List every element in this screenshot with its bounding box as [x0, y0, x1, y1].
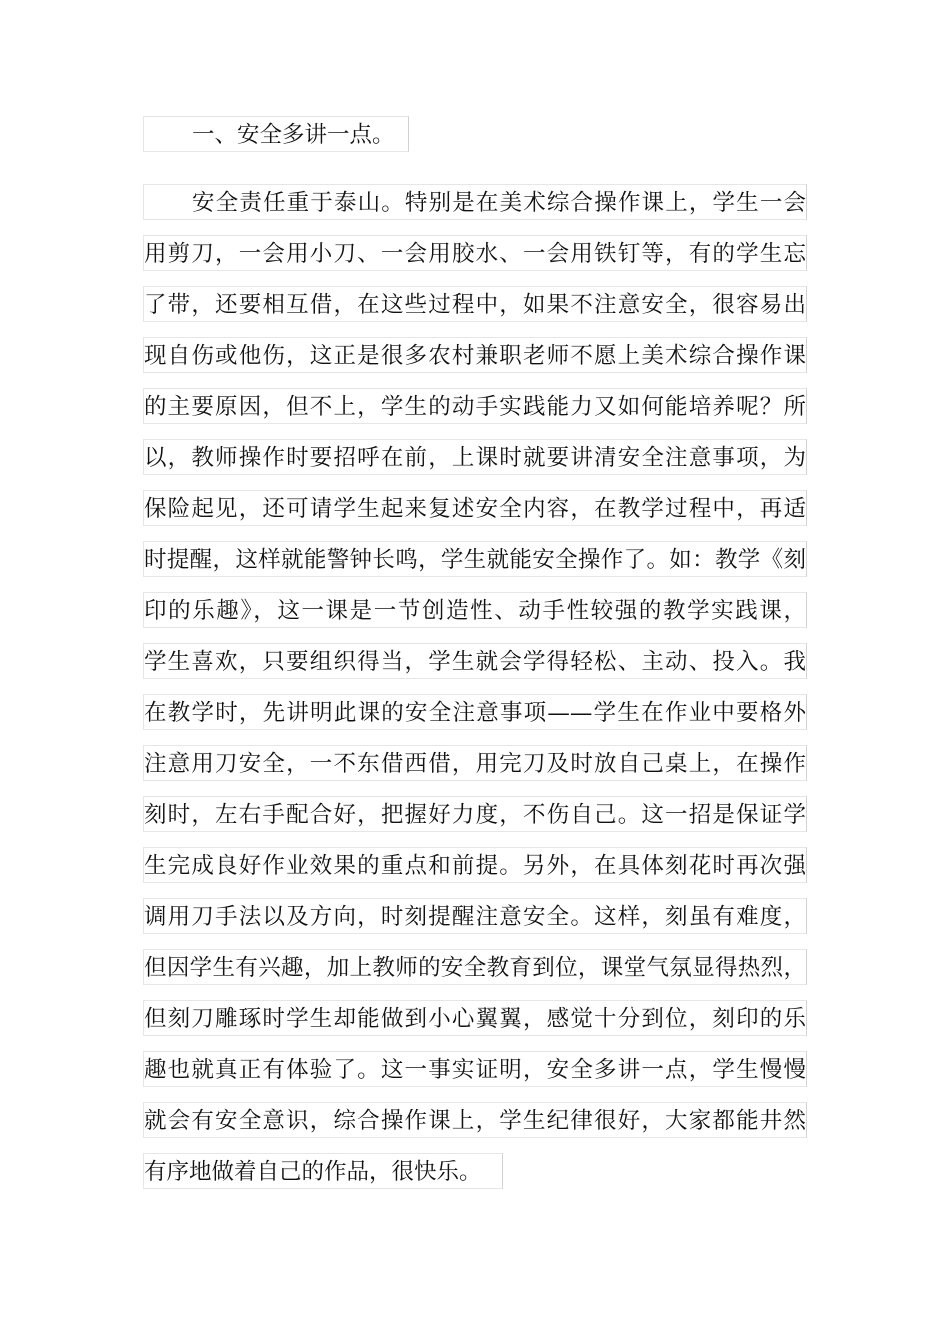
paragraph-line: 了带，还要相互借，在这些过程中，如果不注意安全，很容易出: [143, 286, 807, 322]
paragraph-line: 安全责任重于泰山。特别是在美术综合操作课上，学生一会: [143, 184, 807, 220]
paragraph-line: 但刻刀雕琢时学生却能做到小心翼翼，感觉十分到位，刻印的乐: [143, 1000, 807, 1036]
paragraph-line: 以，教师操作时要招呼在前，上课时就要讲清安全注意事项，为: [143, 439, 807, 475]
paragraph-line-last: 有序地做着自己的作品，很快乐。: [143, 1153, 503, 1189]
paragraph-line: 就会有安全意识，综合操作课上，学生纪律很好，大家都能井然: [143, 1102, 807, 1138]
paragraph-line: 保险起见，还可请学生起来复述安全内容，在教学过程中，再适: [143, 490, 807, 526]
paragraph-line: 学生喜欢，只要组织得当，学生就会学得轻松、主动、投入。我: [143, 643, 807, 679]
paragraph-line: 刻时，左右手配合好，把握好力度，不伤自己。这一招是保证学: [143, 796, 807, 832]
paragraph-line: 用剪刀，一会用小刀、一会用胶水、一会用铁钉等，有的学生忘: [143, 235, 807, 271]
paragraph-line: 生完成良好作业效果的重点和前提。另外，在具体刻花时再次强: [143, 847, 807, 883]
paragraph-line: 印的乐趣》，这一课是一节创造性、动手性较强的教学实践课，: [143, 592, 807, 628]
section-heading: 一、安全多讲一点。: [143, 116, 409, 152]
paragraph-line: 在教学时，先讲明此课的安全注意事项——学生在作业中要格外: [143, 694, 807, 730]
paragraph-line: 调用刀手法以及方向，时刻提醒注意安全。这样，刻虽有难度，: [143, 898, 807, 934]
paragraph-line: 的主要原因，但不上，学生的动手实践能力又如何能培养呢？所: [143, 388, 807, 424]
paragraph-line: 注意用刀安全，一不东借西借，用完刀及时放自己桌上，在操作: [143, 745, 807, 781]
paragraph-line: 趣也就真正有体验了。这一事实证明，安全多讲一点，学生慢慢: [143, 1051, 807, 1087]
paragraph-line: 现自伤或他伤，这正是很多农村兼职老师不愿上美术综合操作课: [143, 337, 807, 373]
paragraph-line: 但因学生有兴趣，加上教师的安全教育到位，课堂气氛显得热烈，: [143, 949, 807, 985]
paragraph-line: 时提醒，这样就能警钟长鸣，学生就能安全操作了。如：教学《刻: [143, 541, 807, 577]
